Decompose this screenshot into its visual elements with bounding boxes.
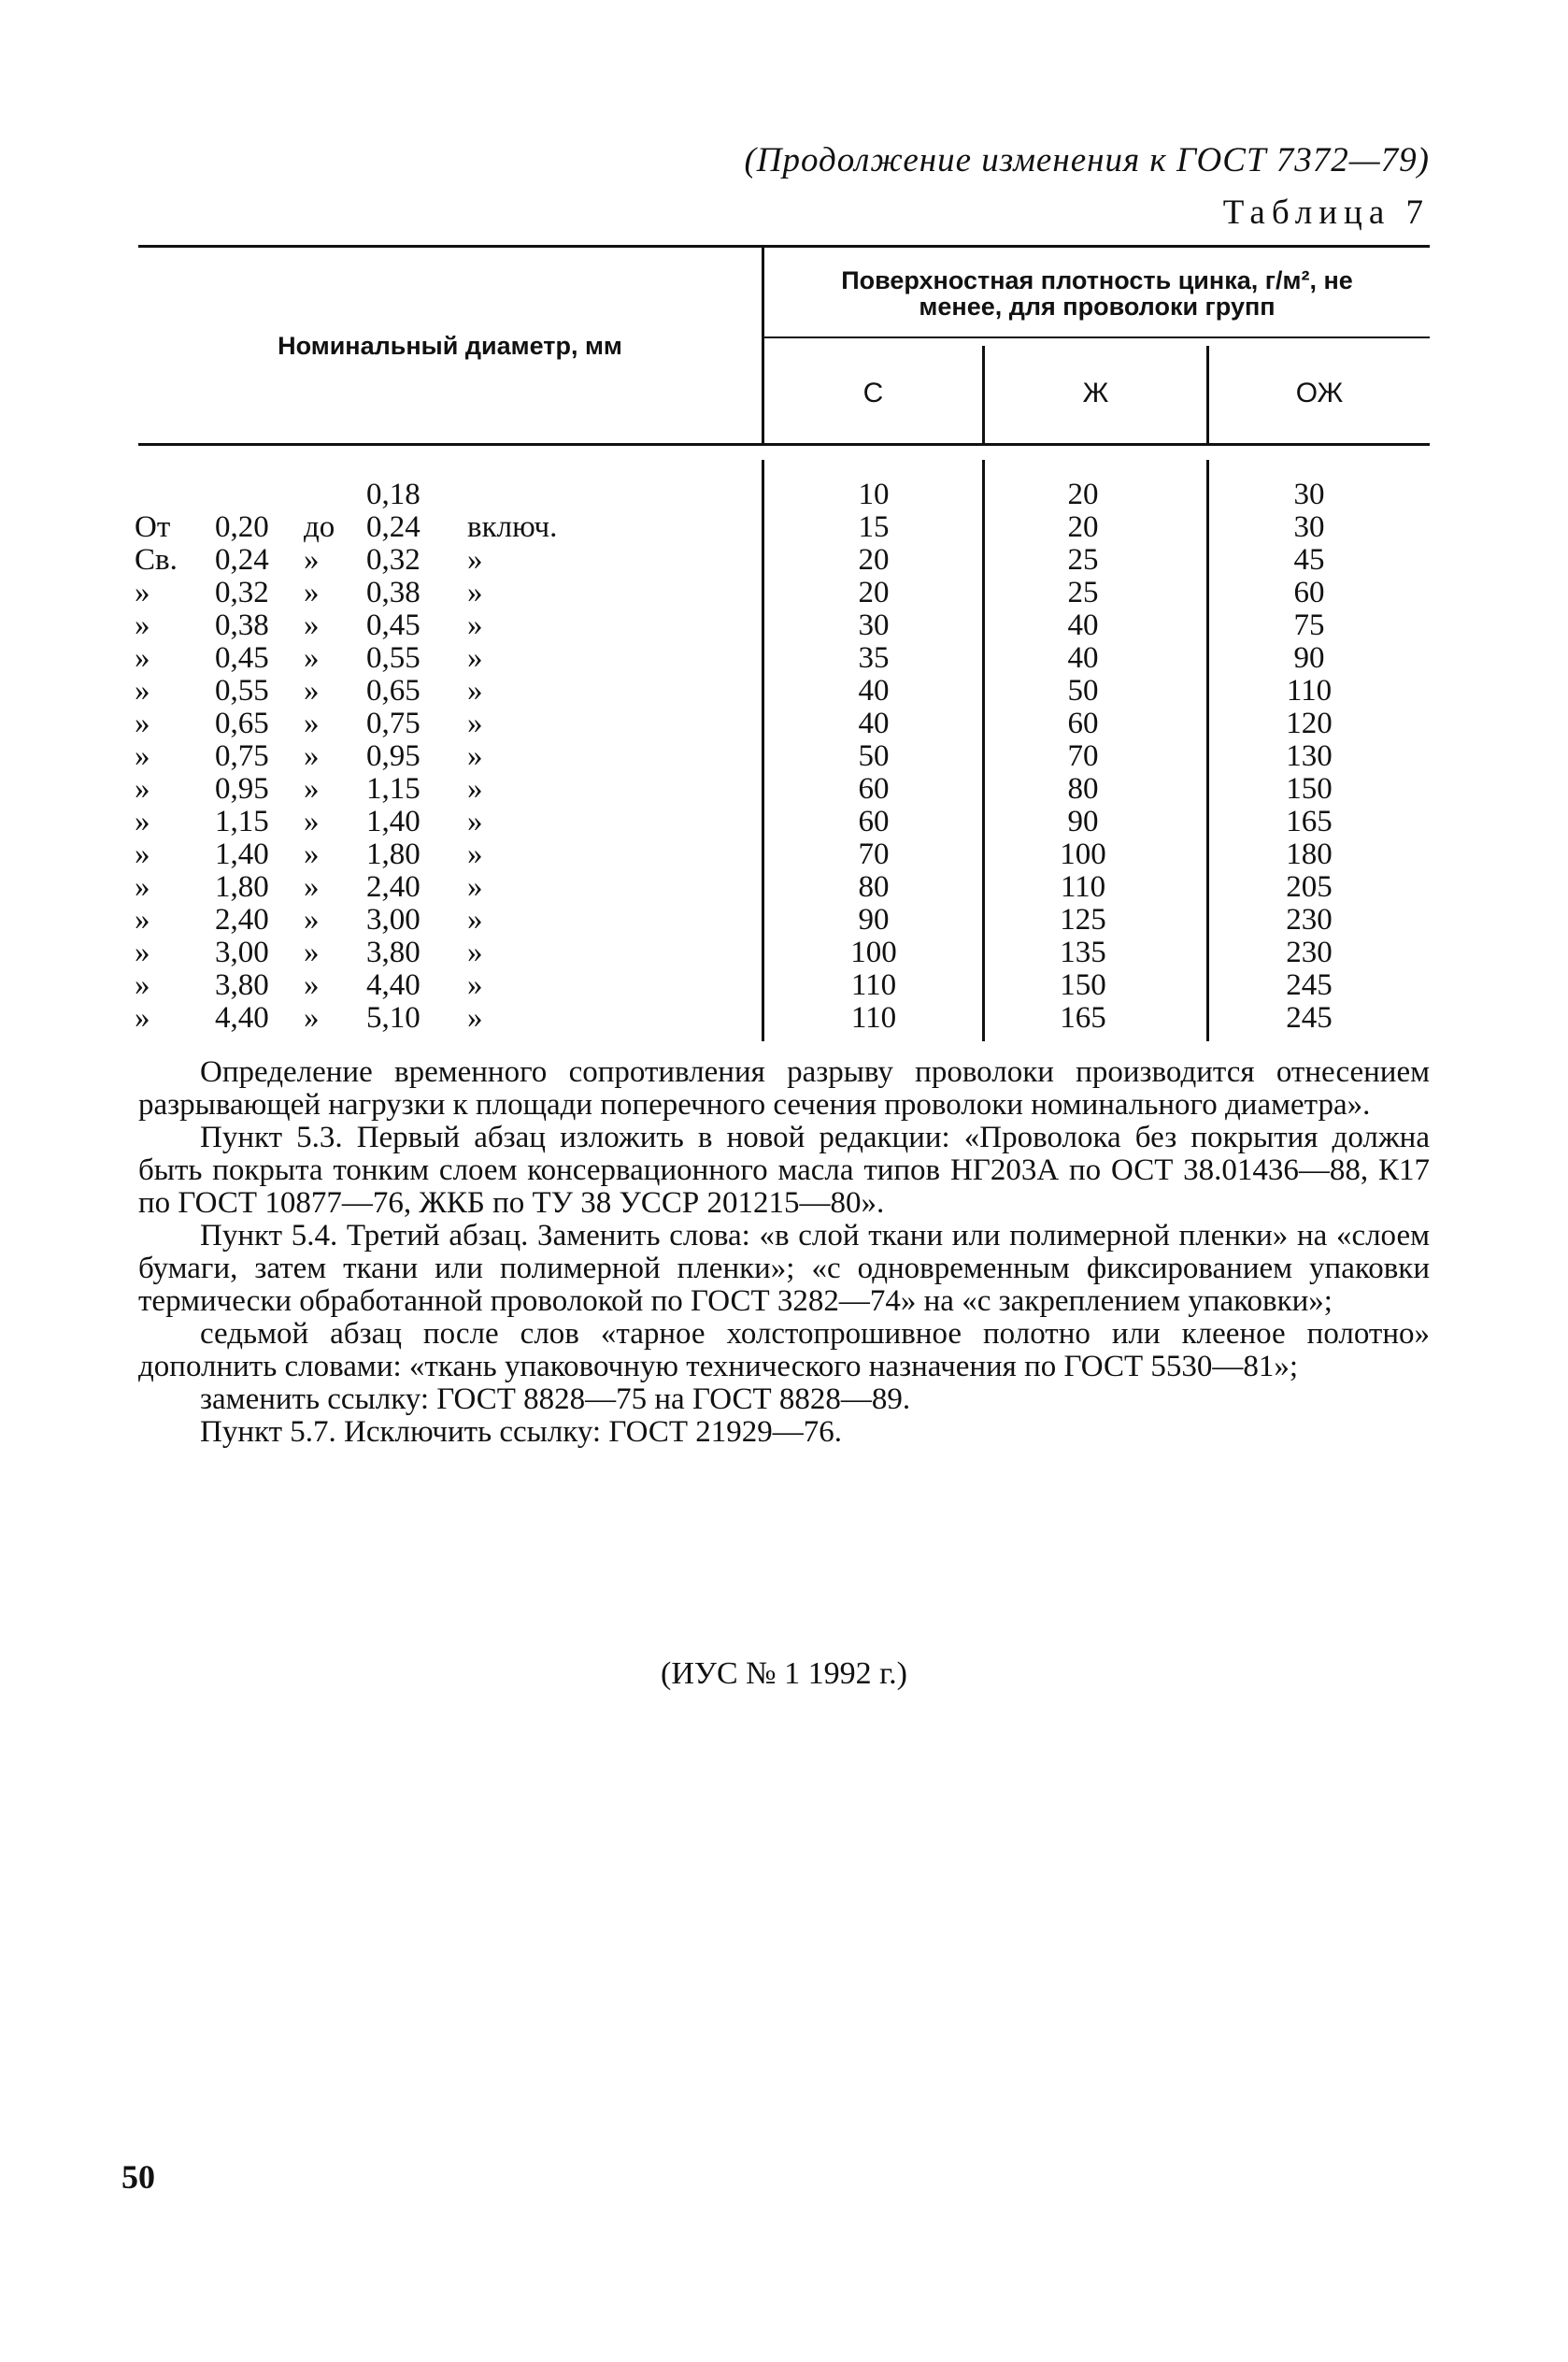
value-c: 70 [858, 837, 890, 871]
row-suffix: включ. [467, 510, 558, 544]
value-zh: 80 [1067, 772, 1099, 806]
row-word: » [304, 805, 320, 838]
paragraph-clause-5-7: Пункт 5.7. Исключить ссылку: ГОСТ 21929—76. [200, 1415, 843, 1449]
row-to: 0,24 [366, 510, 421, 544]
row-from: 0,32 [215, 576, 269, 609]
row-from: 0,95 [215, 772, 269, 806]
table-row [0, 577, 1568, 609]
continuation-header: (Продолжение изменения к ГОСТ 7372—79) [744, 141, 1430, 179]
row-prefix: » [135, 968, 150, 1002]
row-prefix: » [135, 870, 150, 904]
row-prefix: » [135, 772, 150, 806]
row-word: » [304, 674, 320, 708]
page-number: 50 [121, 2158, 155, 2196]
value-ozh: 205 [1286, 870, 1333, 904]
table-row [0, 642, 1568, 675]
row-prefix: » [135, 739, 150, 773]
value-c: 50 [858, 739, 890, 773]
table-row [0, 773, 1568, 806]
value-c: 40 [858, 707, 890, 740]
value-zh: 100 [1060, 837, 1106, 871]
row-to: 1,40 [366, 805, 421, 838]
row-prefix: » [135, 903, 150, 937]
row-word: » [304, 968, 320, 1002]
value-ozh: 60 [1293, 576, 1325, 609]
value-zh: 90 [1067, 805, 1099, 838]
row-suffix: » [467, 608, 483, 642]
sub-header-zh: Ж [1082, 378, 1109, 408]
row-to: 1,80 [366, 837, 421, 871]
value-ozh: 120 [1286, 707, 1333, 740]
row-word: » [304, 739, 320, 773]
row-suffix: » [467, 805, 483, 838]
header-bottom-rule [138, 443, 1430, 446]
row-to: 0,32 [366, 543, 421, 577]
value-zh: 70 [1067, 739, 1099, 773]
row-to: 0,18 [366, 478, 421, 511]
value-c: 40 [858, 674, 890, 708]
value-c: 80 [858, 870, 890, 904]
table-row [0, 479, 1568, 511]
row-suffix: » [467, 837, 483, 871]
paragraph-clause-5-3: Пункт 5.3. Первый абзац изложить в новой редакции: «Проволока без покрытия должна быть покрыта тонким слоем консервационного масла типов НГ203А по ОСТ 38.01436—88, К17 по ГОСТ 10877—76, ЖКБ по ТУ 38 УССР 201215—80». [138, 1121, 1430, 1220]
row-from: 3,00 [215, 936, 269, 969]
row-word: » [304, 1001, 320, 1035]
row-word: » [304, 641, 320, 675]
row-suffix: » [467, 707, 483, 740]
value-zh: 110 [1060, 870, 1106, 904]
table-row [0, 806, 1568, 838]
row-from: 0,45 [215, 641, 269, 675]
row-from: 1,15 [215, 805, 269, 838]
table-row [0, 937, 1568, 969]
row-suffix: » [467, 641, 483, 675]
body-text [138, 1056, 1430, 1449]
row-to: 4,40 [366, 968, 421, 1002]
value-zh: 40 [1067, 641, 1099, 675]
value-zh: 25 [1067, 576, 1099, 609]
table-row [0, 904, 1568, 937]
value-c: 20 [858, 576, 890, 609]
row-to: 0,45 [366, 608, 421, 642]
value-ozh: 245 [1286, 1001, 1333, 1035]
row-suffix: » [467, 739, 483, 773]
value-ozh: 30 [1293, 478, 1325, 511]
table-row [0, 511, 1568, 544]
ius-reference: (ИУС № 1 1992 г.) [661, 1656, 907, 1691]
table-label: Таблица 7 [1222, 193, 1430, 232]
row-suffix: » [467, 936, 483, 969]
table-row [0, 609, 1568, 642]
row-from: 3,80 [215, 968, 269, 1002]
group-header-rule [764, 336, 1430, 338]
row-suffix: » [467, 968, 483, 1002]
value-zh: 150 [1060, 968, 1106, 1002]
row-word: » [304, 576, 320, 609]
group-header-line1: Поверхностная плотность цинка, г/м², не [841, 266, 1353, 294]
value-ozh: 45 [1293, 543, 1325, 577]
row-prefix: » [135, 641, 150, 675]
paragraph-replace-reference: заменить ссылку: ГОСТ 8828—75 на ГОСТ 8828—89. [200, 1382, 911, 1416]
value-c: 60 [858, 772, 890, 806]
row-suffix: » [467, 903, 483, 937]
value-zh: 20 [1067, 510, 1099, 544]
row-suffix: » [467, 543, 483, 577]
paragraph-clause-5-4: Пункт 5.4. Третий абзац. Заменить слова: «в слой ткани или полимерной пленки» на «слоем бумаги, затем ткани или полимерной пленки»; «с одновременным фиксированием упаковки термически обработанной проволокой по ГОСТ 3282—74» на «с закреплением упаковки»; [138, 1219, 1430, 1318]
row-from: 1,80 [215, 870, 269, 904]
col-header-diameter: Номинальный диаметр, мм [278, 332, 622, 360]
row-from: 0,65 [215, 707, 269, 740]
value-ozh: 150 [1286, 772, 1333, 806]
row-from: 0,24 [215, 543, 269, 577]
table-row [0, 969, 1568, 1002]
row-word: » [304, 870, 320, 904]
row-to: 3,80 [366, 936, 421, 969]
row-to: 5,10 [366, 1001, 421, 1035]
row-prefix: » [135, 608, 150, 642]
row-word: » [304, 707, 320, 740]
group-header-line2: менее, для проволоки групп [919, 293, 1276, 321]
row-prefix: » [135, 1001, 150, 1035]
value-zh: 25 [1067, 543, 1099, 577]
value-c: 110 [850, 968, 897, 1002]
value-c: 15 [858, 510, 890, 544]
value-ozh: 230 [1286, 936, 1333, 969]
row-prefix: » [135, 805, 150, 838]
row-suffix: » [467, 674, 483, 708]
row-word: » [304, 903, 320, 937]
row-prefix: » [135, 707, 150, 740]
row-to: 3,00 [366, 903, 421, 937]
row-word: » [304, 608, 320, 642]
row-word: » [304, 837, 320, 871]
row-word: » [304, 543, 320, 577]
sub-header-ozh: ОЖ [1295, 378, 1344, 408]
row-word: » [304, 772, 320, 806]
value-c: 100 [850, 936, 897, 969]
row-prefix: » [135, 674, 150, 708]
row-prefix: » [135, 936, 150, 969]
value-c: 20 [858, 543, 890, 577]
value-ozh: 75 [1293, 608, 1325, 642]
row-from: 4,40 [215, 1001, 269, 1035]
value-zh: 60 [1067, 707, 1099, 740]
row-from: 0,55 [215, 674, 269, 708]
table-row [0, 675, 1568, 708]
table-row [0, 740, 1568, 773]
row-prefix: » [135, 837, 150, 871]
row-suffix: » [467, 870, 483, 904]
value-c: 35 [858, 641, 890, 675]
row-from: 0,38 [215, 608, 269, 642]
value-zh: 165 [1060, 1001, 1106, 1035]
paragraph-seventh-abzac: седьмой абзац после слов «тарное холстопрошивное полотно или клееное полотно» дополнить словами: «ткань упаковочную технического назначения по ГОСТ 5530—81»; [138, 1317, 1430, 1383]
row-to: 2,40 [366, 870, 421, 904]
row-from: 0,75 [215, 739, 269, 773]
row-suffix: » [467, 1001, 483, 1035]
value-c: 90 [858, 903, 890, 937]
row-suffix: » [467, 576, 483, 609]
row-prefix: От [135, 510, 171, 544]
value-c: 60 [858, 805, 890, 838]
table-row [0, 871, 1568, 904]
row-prefix: Св. [135, 543, 178, 577]
row-from: 1,40 [215, 837, 269, 871]
value-ozh: 110 [1286, 674, 1333, 708]
table-row [0, 838, 1568, 871]
row-from: 2,40 [215, 903, 269, 937]
value-ozh: 30 [1293, 510, 1325, 544]
value-c: 110 [850, 1001, 897, 1035]
row-suffix: » [467, 772, 483, 806]
row-word: до [304, 510, 335, 544]
row-to: 0,75 [366, 707, 421, 740]
row-to: 0,95 [366, 739, 421, 773]
table-row [0, 1002, 1568, 1035]
row-word: » [304, 936, 320, 969]
value-ozh: 245 [1286, 968, 1333, 1002]
value-c: 10 [858, 478, 890, 511]
value-ozh: 230 [1286, 903, 1333, 937]
value-c: 30 [858, 608, 890, 642]
value-zh: 125 [1060, 903, 1106, 937]
value-ozh: 90 [1293, 641, 1325, 675]
value-zh: 40 [1067, 608, 1099, 642]
row-to: 0,38 [366, 576, 421, 609]
row-to: 0,65 [366, 674, 421, 708]
sub-header-c: С [862, 378, 884, 408]
row-to: 0,55 [366, 641, 421, 675]
value-ozh: 165 [1286, 805, 1333, 838]
table-row [0, 544, 1568, 577]
row-from: 0,20 [215, 510, 269, 544]
value-zh: 50 [1067, 674, 1099, 708]
table-row [0, 708, 1568, 740]
value-ozh: 130 [1286, 739, 1333, 773]
row-to: 1,15 [366, 772, 421, 806]
value-zh: 135 [1060, 936, 1106, 969]
value-zh: 20 [1067, 478, 1099, 511]
row-prefix: » [135, 576, 150, 609]
paragraph-tensile-definition: Определение временного сопротивления разрыву проволоки производится отнесением разрывающей нагрузки к площади поперечного сечения проволоки номинального диаметра». [138, 1055, 1430, 1122]
table-top-rule [138, 245, 1430, 248]
value-ozh: 180 [1286, 837, 1333, 871]
